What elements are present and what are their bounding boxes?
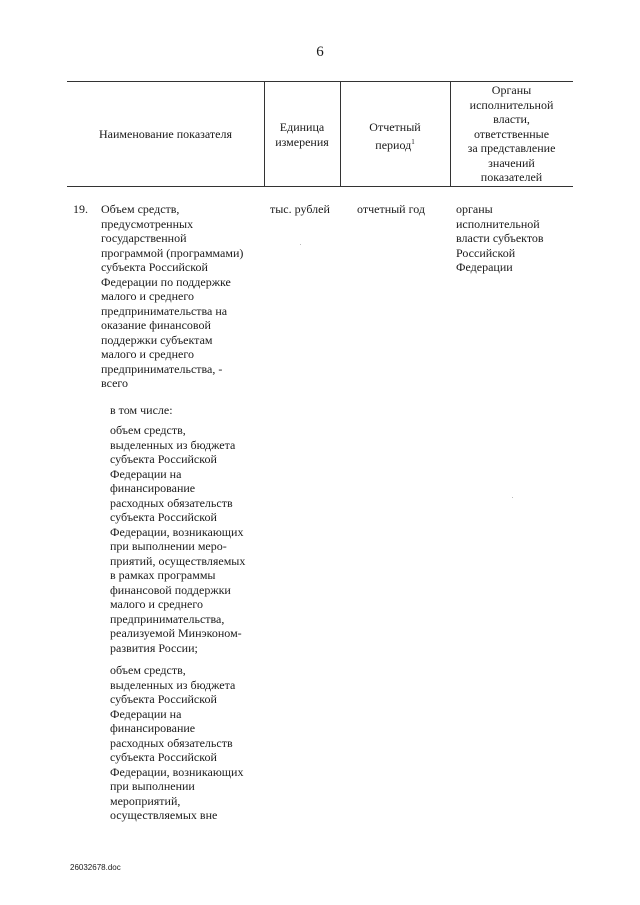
description-line: всего bbox=[101, 376, 129, 390]
sub-item-outside-program bbox=[110, 663, 270, 823]
row-description bbox=[101, 202, 266, 391]
description-line: предусмотренных bbox=[101, 216, 194, 231]
footnote-marker: 1 bbox=[411, 137, 415, 146]
sub-item-line: субъекта Российской bbox=[110, 452, 217, 466]
description-line: программой (программами) bbox=[101, 245, 244, 260]
header-org-line: власти, bbox=[493, 112, 530, 126]
document-filename: 26032678.doc bbox=[70, 863, 121, 872]
sub-item-line: Федерации, возникающих bbox=[110, 764, 244, 779]
row-period: отчетный год bbox=[357, 202, 425, 216]
description-line: предпринимательства, - bbox=[101, 361, 223, 376]
sub-item-line: объем средств, bbox=[110, 423, 186, 437]
sub-item-line: Федерации на bbox=[110, 706, 182, 721]
header-indicator-name: Наименование показателя bbox=[99, 127, 232, 141]
row-number: 19. bbox=[73, 202, 88, 216]
description-line: Федерации по поддержке bbox=[101, 274, 231, 289]
header-org-line: значений bbox=[488, 155, 535, 170]
header-org-line: ответственные bbox=[473, 126, 550, 141]
header-period-line: Отчетный bbox=[369, 120, 421, 134]
sub-item-line: мероприятий, bbox=[110, 793, 181, 808]
header-unit bbox=[264, 120, 340, 149]
sub-item-line: в рамках программы bbox=[110, 568, 216, 582]
org-line: органы bbox=[456, 202, 493, 216]
scan-speck bbox=[300, 244, 301, 245]
sub-item-line: приятий, осуществляемых bbox=[110, 553, 246, 568]
sub-item-line: выделенных из бюджета bbox=[110, 677, 236, 692]
sub-item-line: субъекта Российской bbox=[110, 692, 217, 706]
sub-item-line: Федерации на bbox=[110, 466, 182, 481]
sub-item-line: расходных обязательств bbox=[110, 495, 233, 510]
scan-speck bbox=[512, 497, 513, 498]
sub-item-line: субъекта Российской bbox=[110, 750, 217, 764]
sub-item-line: реализуемой Минэконом- bbox=[110, 626, 242, 640]
header-period-text: период bbox=[375, 137, 412, 152]
org-line: власти субъектов bbox=[456, 231, 544, 245]
org-line: Российской bbox=[456, 245, 516, 260]
table-top-rule bbox=[67, 81, 573, 82]
table-header-rule bbox=[67, 186, 573, 187]
header-org-line: показателей bbox=[480, 170, 543, 184]
sub-item-line: при выполнении меро- bbox=[110, 539, 227, 553]
header-period-line bbox=[340, 135, 450, 153]
sub-item-line: субъекта Российской bbox=[110, 510, 217, 524]
row-responsible-org bbox=[456, 202, 566, 275]
description-line: Объем средств, bbox=[101, 202, 180, 216]
header-org-line: за представление bbox=[467, 141, 556, 155]
sub-item-line: Федерации, возникающих bbox=[110, 524, 244, 539]
org-line: Федерации bbox=[456, 260, 513, 274]
sub-item-line: при выполнении bbox=[110, 779, 195, 793]
sub-item-line: финансирование bbox=[110, 721, 196, 735]
sub-item-line: выделенных из бюджета bbox=[110, 437, 236, 452]
org-line: исполнительной bbox=[456, 216, 540, 231]
sub-item-line: расходных обязательств bbox=[110, 735, 233, 750]
sub-item-line: развития России; bbox=[110, 640, 198, 655]
sub-item-line: объем средств, bbox=[110, 663, 186, 677]
header-period bbox=[340, 120, 450, 152]
description-line: предпринимательства на bbox=[101, 303, 228, 318]
row-unit: тыс. рублей bbox=[270, 202, 330, 216]
sub-item-line: осуществляемых вне bbox=[110, 808, 218, 822]
sub-item-line: малого и среднего bbox=[110, 597, 203, 611]
sub-item-federal-program bbox=[110, 423, 270, 655]
description-line: оказание финансовой bbox=[101, 318, 211, 332]
header-unit-line: измерения bbox=[275, 134, 329, 149]
including-label: в том числе: bbox=[110, 403, 173, 417]
sub-item-line: финансовой поддержки bbox=[110, 582, 231, 597]
description-line: государственной bbox=[101, 231, 187, 245]
header-unit-line: Единица bbox=[279, 120, 325, 134]
header-org-line: Органы bbox=[491, 83, 532, 97]
page-number: 6 bbox=[316, 44, 324, 60]
header-responsible-org bbox=[450, 83, 573, 185]
description-line: субъекта Российской bbox=[101, 260, 208, 274]
description-line: малого и среднего bbox=[101, 347, 194, 361]
sub-item-line: финансирование bbox=[110, 481, 196, 495]
description-line: поддержки субъектам bbox=[101, 332, 213, 347]
sub-item-line: предпринимательства, bbox=[110, 611, 225, 626]
description-line: малого и среднего bbox=[101, 289, 194, 303]
header-org-line: исполнительной bbox=[469, 97, 554, 112]
